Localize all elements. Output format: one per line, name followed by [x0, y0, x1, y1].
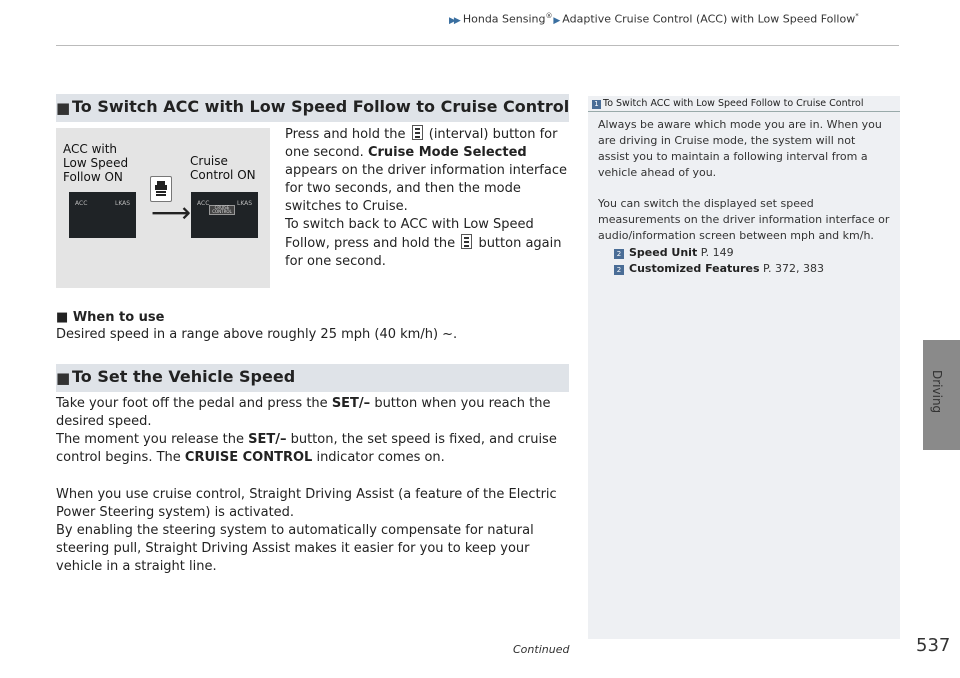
sidebar-heading-text: To Switch ACC with Low Speed Follow to Cruise Control — [603, 98, 864, 109]
display-cruise-mode — [191, 192, 258, 238]
text-segment: button when you reach the desired speed. — [56, 396, 551, 429]
breadcrumb-arrow-icon: ▶▶ — [449, 15, 459, 26]
subheading-text: When to use — [72, 310, 165, 325]
screen-lkas-text: LKAS — [237, 200, 253, 207]
note-number-badge: 1 — [592, 100, 601, 109]
cruise-control-badge: CRUISE CONTROL — [209, 205, 235, 215]
text-segment: (interval) button for one second. — [285, 127, 558, 160]
page-number: 537 — [916, 635, 951, 656]
ref-speed-unit[interactable] — [614, 246, 734, 259]
interval-button-icon — [412, 125, 423, 140]
text-segment: indicator comes on. — [316, 450, 445, 465]
sidebar-note-mode: Always be aware which mode you are in. When you are driving in Cruise mode, the system will not assist you to maintain a following interval from a vehicle ahead of you. — [598, 118, 882, 179]
page-ref-arrow-icon: 2 — [614, 249, 624, 259]
breadcrumb-part2: Adaptive Cruise Control (ACC) with Low Speed Follow — [562, 12, 856, 26]
breadcrumb — [449, 12, 909, 26]
cruise-control-indicator-text: CRUISE CONTROL — [184, 450, 313, 465]
straight-driving-assist-text — [56, 486, 569, 576]
set-speed-instructions — [56, 395, 569, 467]
text-segment: Take your foot off the pedal and press the — [56, 396, 328, 411]
text-segment: When you use cruise control, Straight Driving Assist (a feature of the Electric Power Steering system) is activated. — [56, 487, 557, 520]
sidebar-notes — [588, 96, 900, 639]
registered-mark: ® — [545, 12, 553, 20]
footnote-star: * — [855, 12, 859, 20]
text-segment: By enabling the steering system to automatically compensate for natural steering pull, Straight Driving Assist makes it easier for you to keep your vehicle in a straight line. — [56, 523, 534, 574]
screen-acc-text: ACC — [197, 200, 210, 207]
ref-label: Customized Features — [629, 262, 760, 275]
breadcrumb-arrow-icon: ▶ — [552, 15, 559, 26]
figure-label-cruise: Cruise Control ON — [190, 154, 256, 182]
section-heading-text: To Switch ACC with Low Speed Follow to Cruise Control — [72, 97, 570, 116]
text-segment: The moment you release the — [56, 432, 244, 447]
section-heading-set-speed — [56, 364, 569, 392]
mode-switch-figure — [56, 128, 270, 288]
screen-lkas-text: LKAS — [115, 200, 131, 207]
figure-label-acc: ACC with Low Speed Follow ON — [63, 142, 129, 184]
when-to-use-text: Desired speed in a range above roughly 25 mph (40 km/h) ~. — [56, 327, 458, 342]
text-segment: appears on the driver information interface for two seconds, and then the mode switches to Cruise. — [285, 163, 567, 214]
arrow-right-icon: ⟶ — [151, 196, 192, 229]
set-button-text: SET/– — [331, 396, 371, 411]
subheading-when-to-use: ■ When to use — [56, 310, 165, 325]
continued-label: Continued — [513, 643, 570, 656]
breadcrumb-part1: Honda Sensing — [462, 12, 546, 26]
switch-instructions — [285, 125, 570, 271]
square-bullet-icon: ■ — [56, 369, 71, 387]
section-heading-text: To Set the Vehicle Speed — [72, 367, 296, 386]
ref-customized-features[interactable] — [614, 262, 824, 275]
square-bullet-icon: ■ — [56, 99, 71, 117]
header-divider — [56, 45, 899, 46]
sidebar-heading — [588, 96, 900, 112]
text-segment: button, the set speed is fixed, and cruise control begins. The — [56, 432, 557, 465]
text-segment: button again for one second. — [285, 236, 562, 269]
text-segment: Press and hold the — [285, 127, 406, 142]
set-button-text: SET/– — [248, 432, 287, 447]
sidebar-note-units: You can switch the displayed set speed measurements on the driver information interface or audio/information screen between mph and km/h. — [598, 197, 890, 242]
section-heading-switch-mode — [56, 94, 569, 122]
page-ref-arrow-icon: 2 — [614, 265, 624, 275]
screen-acc-text: ACC — [75, 200, 88, 207]
ref-label: Speed Unit — [629, 246, 698, 259]
ref-page: P. 149 — [700, 246, 734, 259]
text-segment: To switch back to ACC with Low Speed Follow, press and hold the — [285, 217, 534, 251]
chapter-label: Driving — [930, 370, 944, 414]
display-acc-mode — [69, 192, 136, 238]
ref-page: P. 372, 383 — [763, 262, 824, 275]
cruise-mode-selected-text: Cruise Mode Selected — [367, 145, 527, 160]
interval-button-icon — [461, 234, 472, 249]
